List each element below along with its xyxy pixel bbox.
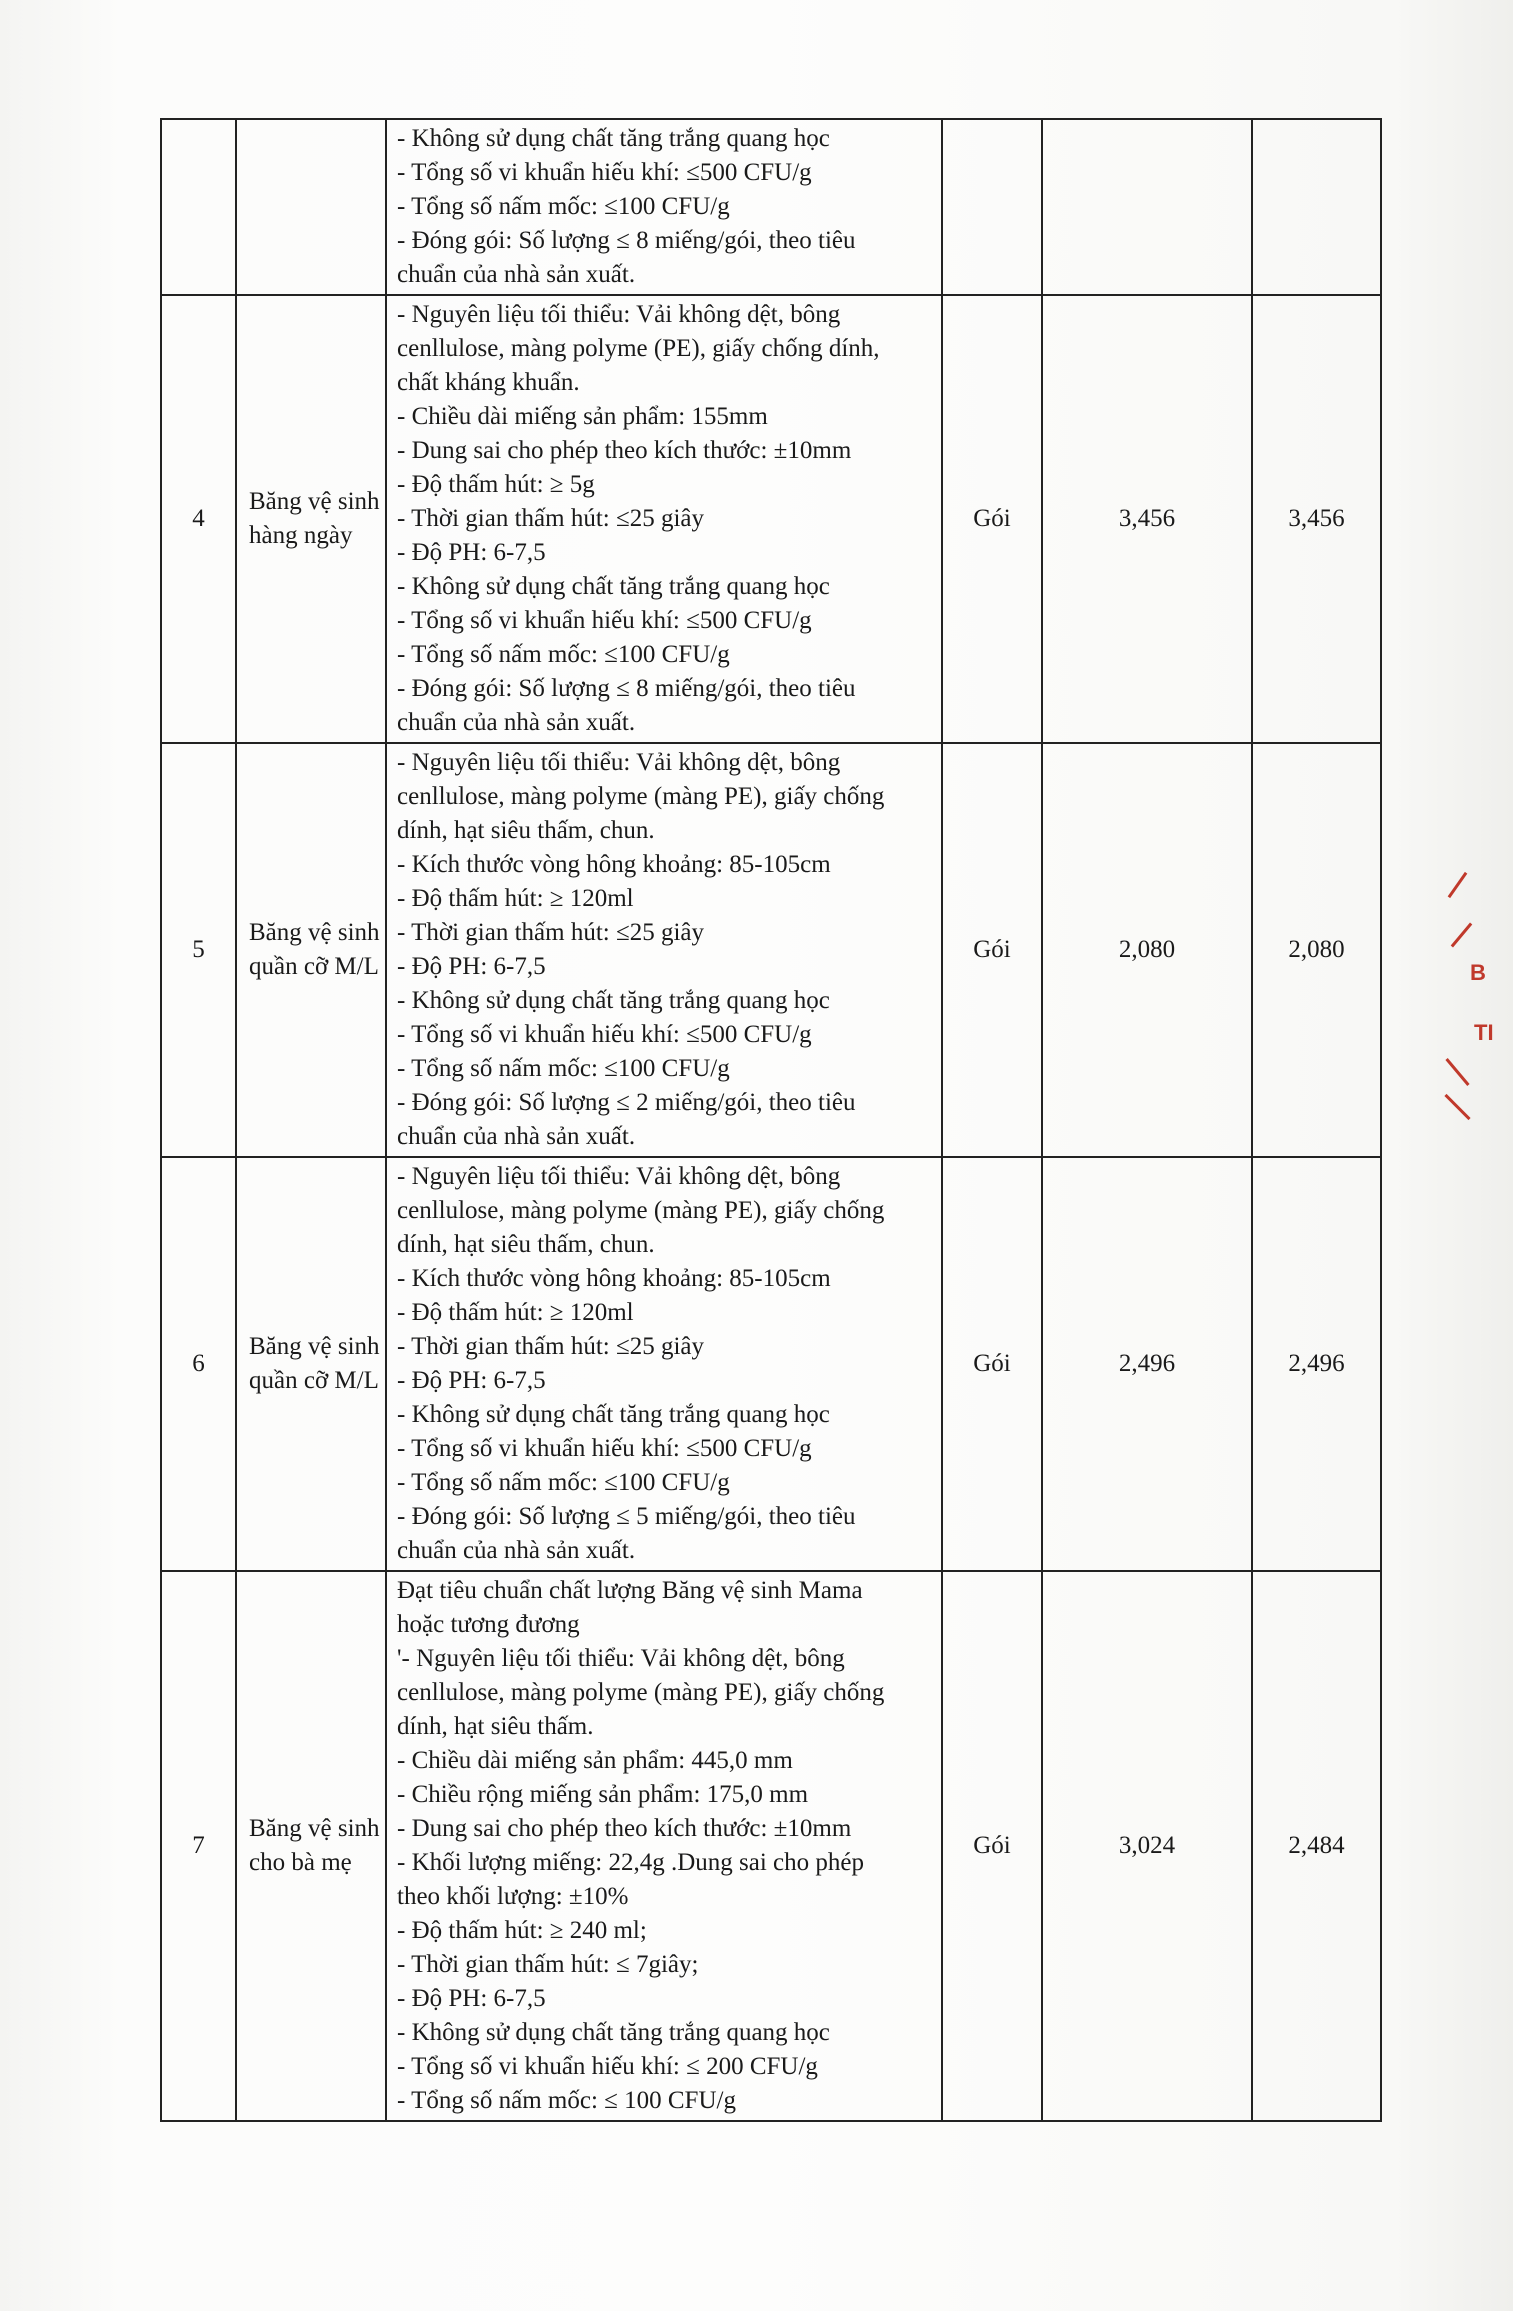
spec-line: - Thời gian thấm hút: ≤ 7giây;: [397, 1951, 699, 1978]
spec-line: - Độ PH: 6-7,5: [397, 1367, 546, 1394]
table-row: [161, 295, 1381, 743]
spec-line: - Không sử dụng chất tăng trắng quang học: [397, 573, 830, 600]
spec-line: - Tổng số vi khuẩn hiếu khí: ≤500 CFU/g: [397, 607, 812, 634]
spec-line: - Chiều dài miếng sản phẩm: 155mm: [397, 403, 768, 430]
seal-stamp: [1430, 870, 1510, 1130]
spec-line: dính, hạt siêu thấm, chun.: [397, 817, 655, 844]
spec-line: - Độ PH: 6-7,5: [397, 1985, 546, 2012]
unit: Gói: [942, 1157, 1042, 1571]
spec-table: [160, 118, 1382, 2122]
spec-line: dính, hạt siêu thấm, chun.: [397, 1231, 655, 1258]
table-row: [161, 743, 1381, 1157]
spec-line: - Độ thấm hút: ≥ 240 ml;: [397, 1917, 647, 1944]
product-name: Băng vệ sinh quần cỡ M/L: [236, 1157, 386, 1571]
spec-line: chất kháng khuẩn.: [397, 369, 580, 396]
spec-line: Đạt tiêu chuẩn chất lượng Băng vệ sinh Mama: [397, 1577, 863, 1604]
spec-line: - Tổng số nấm mốc: ≤100 CFU/g: [397, 1055, 730, 1082]
product-specs: [386, 119, 942, 295]
spec-line: - Đóng gói: Số lượng ≤ 8 miếng/gói, theo tiêu: [397, 227, 856, 254]
spec-line: - Tổng số nấm mốc: ≤100 CFU/g: [397, 1469, 730, 1496]
spec-line: cenllulose, màng polyme (màng PE), giấy chống: [397, 1197, 885, 1224]
unit: [942, 119, 1042, 295]
spec-line: - Dung sai cho phép theo kích thước: ±10mm: [397, 437, 852, 464]
spec-line: - Chiều dài miếng sản phẩm: 445,0 mm: [397, 1747, 793, 1774]
spec-line: - Độ PH: 6-7,5: [397, 539, 546, 566]
spec-line: chuẩn của nhà sản xuất.: [397, 261, 636, 288]
spec-line: cenllulose, màng polyme (màng PE), giấy chống: [397, 1679, 885, 1706]
spec-line: chuẩn của nhà sản xuất.: [397, 1537, 636, 1564]
spec-line: cenllulose, màng polyme (PE), giấy chống dính,: [397, 335, 880, 362]
spec-line: - Đóng gói: Số lượng ≤ 2 miếng/gói, theo tiêu: [397, 1089, 856, 1116]
spec-line: '- Nguyên liệu tối thiểu: Vải không dệt, bông: [397, 1645, 845, 1672]
spec-line: - Nguyên liệu tối thiểu: Vải không dệt, bông: [397, 1163, 841, 1190]
seal-letter: B: [1470, 960, 1486, 985]
spec-line: - Độ thấm hút: ≥ 5g: [397, 471, 595, 498]
quantity-1: 3,456: [1042, 295, 1252, 743]
row-number: 7: [161, 1571, 236, 2121]
product-specs: [386, 1157, 942, 1571]
table-row: [161, 1157, 1381, 1571]
spec-line: - Tổng số vi khuẩn hiếu khí: ≤500 CFU/g: [397, 1021, 812, 1048]
spec-line: - Độ thấm hút: ≥ 120ml: [397, 1299, 634, 1326]
spec-line: - Đóng gói: Số lượng ≤ 5 miếng/gói, theo tiêu: [397, 1503, 856, 1530]
quantity-1: 2,080: [1042, 743, 1252, 1157]
spec-line: - Kích thước vòng hông khoảng: 85-105cm: [397, 851, 831, 878]
product-specs: [386, 743, 942, 1157]
spec-line: - Thời gian thấm hút: ≤25 giây: [397, 505, 704, 532]
spec-line: - Tổng số nấm mốc: ≤100 CFU/g: [397, 641, 730, 668]
spec-line: hoặc tương đương: [397, 1611, 580, 1638]
row-number: 6: [161, 1157, 236, 1571]
spec-line: - Không sử dụng chất tăng trắng quang học: [397, 987, 830, 1014]
quantity-2: 2,484: [1252, 1571, 1381, 2121]
product-name: Băng vệ sinh quần cỡ M/L: [236, 743, 386, 1157]
spec-line: - Không sử dụng chất tăng trắng quang học: [397, 125, 830, 152]
spec-line: - Chiều rộng miếng sản phẩm: 175,0 mm: [397, 1781, 809, 1808]
row-number: 5: [161, 743, 236, 1157]
unit: Gói: [942, 295, 1042, 743]
spec-line: - Không sử dụng chất tăng trắng quang học: [397, 2019, 830, 2046]
spec-line: - Khối lượng miếng: 22,4g .Dung sai cho phép: [397, 1849, 864, 1876]
row-number: [161, 119, 236, 295]
spec-line: - Đóng gói: Số lượng ≤ 8 miếng/gói, theo tiêu: [397, 675, 856, 702]
spec-line: - Kích thước vòng hông khoảng: 85-105cm: [397, 1265, 831, 1292]
spec-line: - Độ thấm hút: ≥ 120ml: [397, 885, 634, 912]
spec-line: - Tổng số nấm mốc: ≤ 100 CFU/g: [397, 2087, 736, 2114]
product-name: Băng vệ sinh hàng ngày: [236, 295, 386, 743]
unit: Gói: [942, 1571, 1042, 2121]
spec-line: chuẩn của nhà sản xuất.: [397, 1123, 636, 1150]
quantity-2: 3,456: [1252, 295, 1381, 743]
quantity-2: 2,080: [1252, 743, 1381, 1157]
table-row: [161, 1571, 1381, 2121]
spec-line: - Thời gian thấm hút: ≤25 giây: [397, 919, 704, 946]
seal-letter: TI: [1474, 1020, 1494, 1045]
spec-line: - Tổng số vi khuẩn hiếu khí: ≤500 CFU/g: [397, 1435, 812, 1462]
product-specs: [386, 1571, 942, 2121]
spec-line: - Tổng số vi khuẩn hiếu khí: ≤ 200 CFU/g: [397, 2053, 818, 2080]
spec-line: - Nguyên liệu tối thiểu: Vải không dệt, bông: [397, 749, 841, 776]
quantity-2: [1252, 119, 1381, 295]
product-name: Băng vệ sinh cho bà mẹ: [236, 1571, 386, 2121]
spec-line: dính, hạt siêu thấm.: [397, 1713, 594, 1740]
table-row: [161, 119, 1381, 295]
unit: Gói: [942, 743, 1042, 1157]
spec-line: - Tổng số nấm mốc: ≤100 CFU/g: [397, 193, 730, 220]
quantity-1: [1042, 119, 1252, 295]
quantity-2: 2,496: [1252, 1157, 1381, 1571]
quantity-1: 3,024: [1042, 1571, 1252, 2121]
spec-line: - Thời gian thấm hút: ≤25 giây: [397, 1333, 704, 1360]
row-number: 4: [161, 295, 236, 743]
spec-line: chuẩn của nhà sản xuất.: [397, 709, 636, 736]
quantity-1: 2,496: [1042, 1157, 1252, 1571]
spec-line: - Tổng số vi khuẩn hiếu khí: ≤500 CFU/g: [397, 159, 812, 186]
spec-line: - Độ PH: 6-7,5: [397, 953, 546, 980]
spec-line: cenllulose, màng polyme (màng PE), giấy chống: [397, 783, 885, 810]
spec-line: - Không sử dụng chất tăng trắng quang học: [397, 1401, 830, 1428]
spec-line: - Nguyên liệu tối thiểu: Vải không dệt, bông: [397, 301, 841, 328]
spec-line: - Dung sai cho phép theo kích thước: ±10mm: [397, 1815, 852, 1842]
product-specs: [386, 295, 942, 743]
spec-line: theo khối lượng: ±10%: [397, 1883, 629, 1910]
product-name: [236, 119, 386, 295]
